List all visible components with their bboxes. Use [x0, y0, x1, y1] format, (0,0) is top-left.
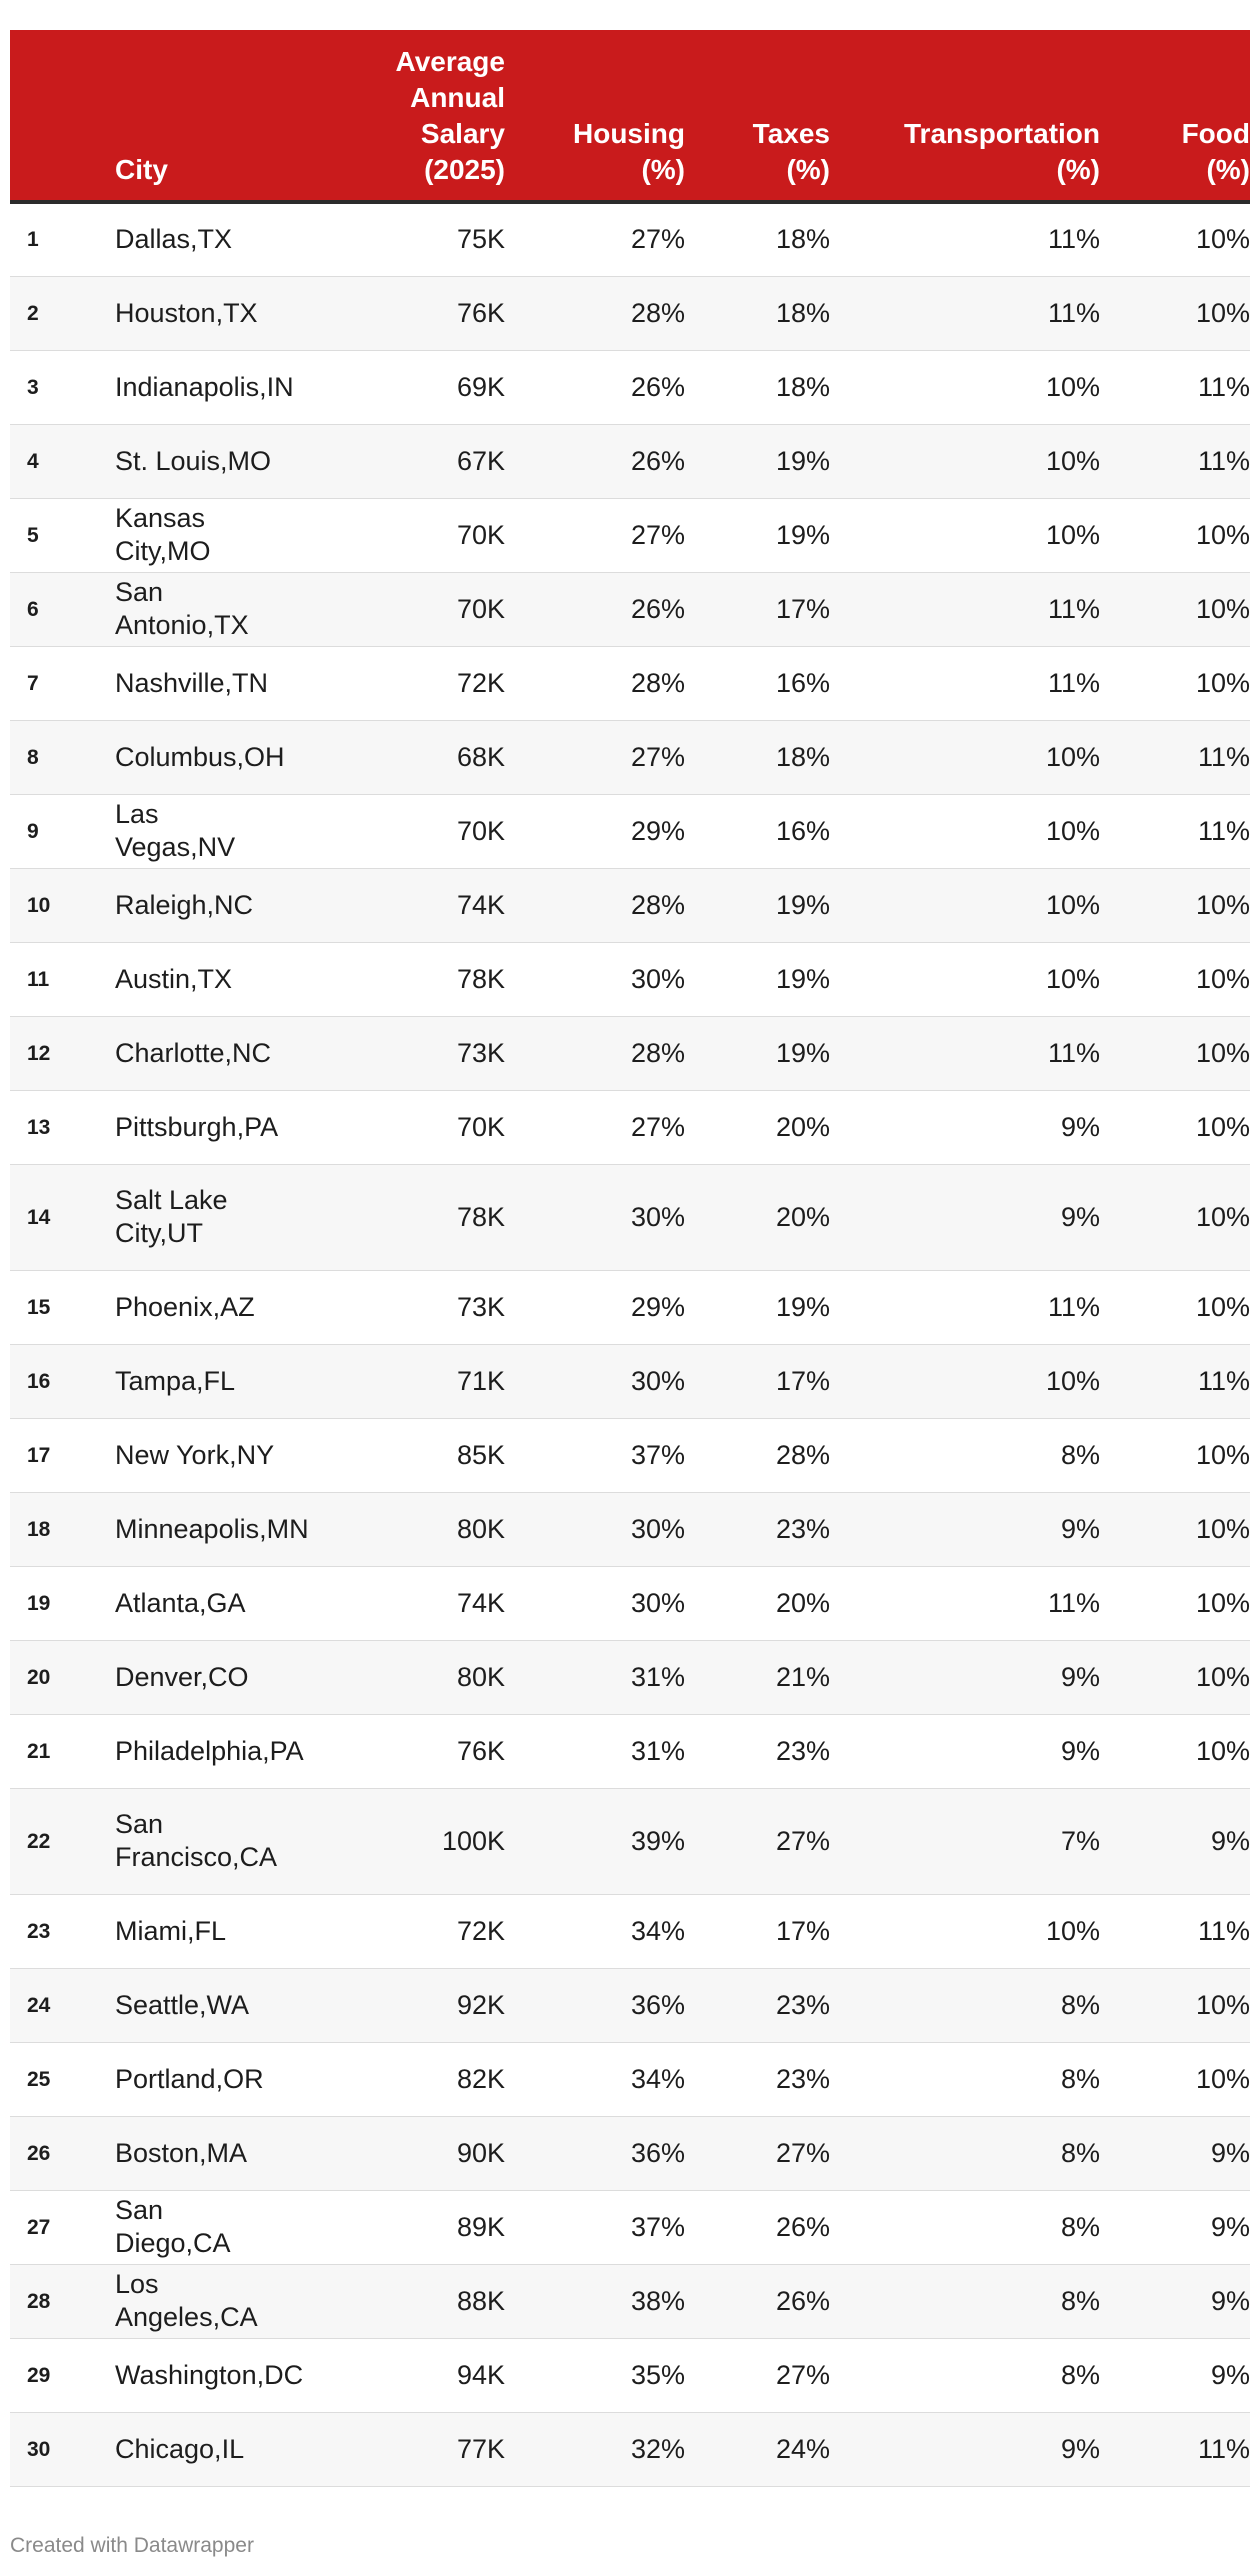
city-cell: Columbus,OH	[115, 720, 335, 794]
taxes-cell: 19%	[685, 1270, 830, 1344]
city-cell: Washington,DC	[115, 2338, 335, 2412]
table-row	[10, 868, 1250, 942]
transportation-cell: 11%	[830, 646, 1100, 720]
taxes-cell: 28%	[685, 1418, 830, 1492]
taxes-cell: 21%	[685, 1640, 830, 1714]
header-taxes[interactable]	[685, 30, 830, 202]
taxes-cell: 23%	[685, 1714, 830, 1788]
housing-cell: 37%	[505, 2190, 685, 2264]
taxes-cell: 27%	[685, 1788, 830, 1894]
city-cell: Charlotte,NC	[115, 1016, 335, 1090]
header-salary-line: Salary	[420, 118, 505, 149]
food-cell: 10%	[1100, 1270, 1250, 1344]
city-cell: Nashville,TN	[115, 646, 335, 720]
city-cell: Los Angeles,CA	[115, 2264, 335, 2338]
header-food[interactable]	[1100, 30, 1250, 202]
city-cell: San Francisco,CA	[115, 1788, 335, 1894]
transportation-cell: 11%	[830, 1016, 1100, 1090]
salary-cell: 70K	[335, 572, 505, 646]
food-cell: 10%	[1100, 1566, 1250, 1640]
city-cell: San Diego,CA	[115, 2190, 335, 2264]
salary-cell: 70K	[335, 794, 505, 868]
housing-cell: 37%	[505, 1418, 685, 1492]
header-taxes-line: (%)	[786, 154, 830, 185]
salary-cell: 72K	[335, 1894, 505, 1968]
food-cell: 9%	[1100, 2190, 1250, 2264]
taxes-cell: 26%	[685, 2264, 830, 2338]
transportation-cell: 10%	[830, 720, 1100, 794]
taxes-cell: 19%	[685, 1016, 830, 1090]
housing-cell: 27%	[505, 1090, 685, 1164]
food-cell: 10%	[1100, 1090, 1250, 1164]
salary-cell: 73K	[335, 1016, 505, 1090]
table-row	[10, 1894, 1250, 1968]
transportation-cell: 9%	[830, 1164, 1100, 1270]
table-row	[10, 1566, 1250, 1640]
salary-cell: 67K	[335, 424, 505, 498]
housing-cell: 31%	[505, 1714, 685, 1788]
transportation-cell: 9%	[830, 2412, 1100, 2486]
rank-cell: 15	[10, 1270, 115, 1344]
city-cell: Salt Lake City,UT	[115, 1164, 335, 1270]
city-cell: Kansas City,MO	[115, 498, 335, 572]
rank-cell: 22	[10, 1788, 115, 1894]
header-salary-line: (2025)	[424, 154, 505, 185]
food-cell: 11%	[1100, 1344, 1250, 1418]
housing-cell: 38%	[505, 2264, 685, 2338]
housing-cell: 28%	[505, 646, 685, 720]
food-cell: 9%	[1100, 2264, 1250, 2338]
housing-cell: 28%	[505, 868, 685, 942]
transportation-cell: 11%	[830, 1566, 1100, 1640]
city-cell: St. Louis,MO	[115, 424, 335, 498]
salary-cell: 89K	[335, 2190, 505, 2264]
table-row	[10, 2412, 1250, 2486]
salary-cell: 78K	[335, 942, 505, 1016]
city-cell: Chicago,IL	[115, 2412, 335, 2486]
header-housing-line: (%)	[641, 154, 685, 185]
food-cell: 11%	[1100, 2412, 1250, 2486]
food-cell: 10%	[1100, 2042, 1250, 2116]
city-cell: Minneapolis,MN	[115, 1492, 335, 1566]
table-row	[10, 350, 1250, 424]
housing-cell: 29%	[505, 1270, 685, 1344]
table-header-row	[10, 30, 1250, 202]
housing-cell: 39%	[505, 1788, 685, 1894]
header-salary-line: Annual	[410, 82, 505, 113]
rank-cell: 14	[10, 1164, 115, 1270]
taxes-cell: 19%	[685, 424, 830, 498]
transportation-cell: 11%	[830, 1270, 1100, 1344]
rank-cell: 24	[10, 1968, 115, 2042]
housing-cell: 31%	[505, 1640, 685, 1714]
taxes-cell: 23%	[685, 2042, 830, 2116]
city-cell: Phoenix,AZ	[115, 1270, 335, 1344]
table-row	[10, 2116, 1250, 2190]
taxes-cell: 19%	[685, 498, 830, 572]
header-housing[interactable]	[505, 30, 685, 202]
table-row	[10, 1270, 1250, 1344]
housing-cell: 26%	[505, 424, 685, 498]
taxes-cell: 19%	[685, 868, 830, 942]
city-cell: New York,NY	[115, 1418, 335, 1492]
taxes-cell: 17%	[685, 1344, 830, 1418]
food-cell: 10%	[1100, 1714, 1250, 1788]
transportation-cell: 8%	[830, 2338, 1100, 2412]
table-row	[10, 2042, 1250, 2116]
table-row	[10, 2190, 1250, 2264]
taxes-cell: 18%	[685, 720, 830, 794]
salary-cell: 88K	[335, 2264, 505, 2338]
table-row	[10, 572, 1250, 646]
salary-cell: 73K	[335, 1270, 505, 1344]
taxes-cell: 23%	[685, 1492, 830, 1566]
table-row	[10, 720, 1250, 794]
taxes-cell: 17%	[685, 1894, 830, 1968]
housing-cell: 36%	[505, 1968, 685, 2042]
food-cell: 10%	[1100, 1968, 1250, 2042]
housing-cell: 32%	[505, 2412, 685, 2486]
city-cell: Las Vegas,NV	[115, 794, 335, 868]
taxes-cell: 16%	[685, 646, 830, 720]
transportation-cell: 10%	[830, 424, 1100, 498]
city-cell: Indianapolis,IN	[115, 350, 335, 424]
salary-cell: 77K	[335, 2412, 505, 2486]
table-row	[10, 1016, 1250, 1090]
salary-cell: 90K	[335, 2116, 505, 2190]
food-cell: 9%	[1100, 2338, 1250, 2412]
salary-cell: 78K	[335, 1164, 505, 1270]
table-row	[10, 646, 1250, 720]
taxes-cell: 16%	[685, 794, 830, 868]
header-housing-line: Housing	[573, 118, 685, 149]
rank-cell: 21	[10, 1714, 115, 1788]
transportation-cell: 8%	[830, 2116, 1100, 2190]
food-cell: 10%	[1100, 1640, 1250, 1714]
housing-cell: 29%	[505, 794, 685, 868]
housing-cell: 28%	[505, 1016, 685, 1090]
transportation-cell: 8%	[830, 2264, 1100, 2338]
table-row	[10, 2338, 1250, 2412]
rank-cell: 29	[10, 2338, 115, 2412]
table-row	[10, 1344, 1250, 1418]
salary-cell: 69K	[335, 350, 505, 424]
transportation-cell: 8%	[830, 1968, 1100, 2042]
city-cell: Atlanta,GA	[115, 1566, 335, 1640]
rank-cell: 26	[10, 2116, 115, 2190]
cost-of-living-table	[10, 30, 1250, 2487]
taxes-cell: 20%	[685, 1566, 830, 1640]
rank-cell: 5	[10, 498, 115, 572]
rank-cell: 10	[10, 868, 115, 942]
salary-cell: 74K	[335, 868, 505, 942]
taxes-cell: 18%	[685, 276, 830, 350]
housing-cell: 34%	[505, 1894, 685, 1968]
food-cell: 10%	[1100, 276, 1250, 350]
salary-cell: 94K	[335, 2338, 505, 2412]
table-row	[10, 1714, 1250, 1788]
salary-cell: 80K	[335, 1492, 505, 1566]
rank-cell: 19	[10, 1566, 115, 1640]
rank-cell: 20	[10, 1640, 115, 1714]
salary-cell: 76K	[335, 276, 505, 350]
salary-cell: 70K	[335, 498, 505, 572]
rank-cell: 30	[10, 2412, 115, 2486]
food-cell: 9%	[1100, 2116, 1250, 2190]
city-cell: San Antonio,TX	[115, 572, 335, 646]
city-cell: Austin,TX	[115, 942, 335, 1016]
table-row	[10, 1090, 1250, 1164]
header-city[interactable]: City	[115, 30, 335, 202]
table-row	[10, 1492, 1250, 1566]
header-salary-line: Average	[395, 46, 505, 77]
rank-cell: 4	[10, 424, 115, 498]
food-cell: 11%	[1100, 720, 1250, 794]
taxes-cell: 20%	[685, 1090, 830, 1164]
rank-cell: 11	[10, 942, 115, 1016]
housing-cell: 30%	[505, 1344, 685, 1418]
transportation-cell: 10%	[830, 794, 1100, 868]
salary-cell: 72K	[335, 646, 505, 720]
food-cell: 9%	[1100, 1788, 1250, 1894]
city-cell: Raleigh,NC	[115, 868, 335, 942]
table-row	[10, 202, 1250, 276]
food-cell: 11%	[1100, 1894, 1250, 1968]
salary-cell: 100K	[335, 1788, 505, 1894]
table-row	[10, 424, 1250, 498]
transportation-cell: 10%	[830, 1894, 1100, 1968]
transportation-cell: 7%	[830, 1788, 1100, 1894]
housing-cell: 26%	[505, 572, 685, 646]
taxes-cell: 23%	[685, 1968, 830, 2042]
table-row	[10, 2264, 1250, 2338]
housing-cell: 27%	[505, 720, 685, 794]
table-row	[10, 1164, 1250, 1270]
housing-cell: 30%	[505, 1164, 685, 1270]
food-cell: 11%	[1100, 424, 1250, 498]
rank-cell: 28	[10, 2264, 115, 2338]
table-row	[10, 1418, 1250, 1492]
transportation-cell: 8%	[830, 1418, 1100, 1492]
salary-cell: 92K	[335, 1968, 505, 2042]
rank-cell: 27	[10, 2190, 115, 2264]
transportation-cell: 10%	[830, 942, 1100, 1016]
taxes-cell: 27%	[685, 2116, 830, 2190]
transportation-cell: 8%	[830, 2190, 1100, 2264]
rank-cell: 17	[10, 1418, 115, 1492]
taxes-cell: 26%	[685, 2190, 830, 2264]
housing-cell: 30%	[505, 1492, 685, 1566]
rank-cell: 9	[10, 794, 115, 868]
taxes-cell: 24%	[685, 2412, 830, 2486]
rank-cell: 3	[10, 350, 115, 424]
transportation-cell: 10%	[830, 1344, 1100, 1418]
salary-cell: 82K	[335, 2042, 505, 2116]
table-row	[10, 498, 1250, 572]
salary-cell: 71K	[335, 1344, 505, 1418]
housing-cell: 28%	[505, 276, 685, 350]
food-cell: 10%	[1100, 646, 1250, 720]
transportation-cell: 9%	[830, 1640, 1100, 1714]
housing-cell: 26%	[505, 350, 685, 424]
table-body	[10, 202, 1250, 2486]
header-salary[interactable]	[335, 30, 505, 202]
rank-cell: 23	[10, 1894, 115, 1968]
table-row	[10, 942, 1250, 1016]
city-cell: Houston,TX	[115, 276, 335, 350]
food-cell: 10%	[1100, 202, 1250, 276]
food-cell: 10%	[1100, 498, 1250, 572]
transportation-cell: 10%	[830, 498, 1100, 572]
taxes-cell: 18%	[685, 202, 830, 276]
food-cell: 10%	[1100, 1418, 1250, 1492]
food-cell: 10%	[1100, 1016, 1250, 1090]
rank-cell: 2	[10, 276, 115, 350]
salary-cell: 85K	[335, 1418, 505, 1492]
food-cell: 10%	[1100, 572, 1250, 646]
transportation-cell: 11%	[830, 276, 1100, 350]
header-rank	[10, 30, 115, 202]
salary-cell: 76K	[335, 1714, 505, 1788]
table-row	[10, 794, 1250, 868]
rank-cell: 18	[10, 1492, 115, 1566]
city-cell: Philadelphia,PA	[115, 1714, 335, 1788]
rank-cell: 16	[10, 1344, 115, 1418]
transportation-cell: 10%	[830, 350, 1100, 424]
housing-cell: 30%	[505, 1566, 685, 1640]
city-cell: Tampa,FL	[115, 1344, 335, 1418]
transportation-cell: 9%	[830, 1714, 1100, 1788]
food-cell: 10%	[1100, 1492, 1250, 1566]
header-transportation-line: Transportation	[903, 118, 1100, 149]
housing-cell: 30%	[505, 942, 685, 1016]
taxes-cell: 17%	[685, 572, 830, 646]
salary-cell: 74K	[335, 1566, 505, 1640]
food-cell: 10%	[1100, 868, 1250, 942]
housing-cell: 27%	[505, 498, 685, 572]
table-row	[10, 276, 1250, 350]
taxes-cell: 18%	[685, 350, 830, 424]
rank-cell: 8	[10, 720, 115, 794]
city-cell: Dallas,TX	[115, 202, 335, 276]
header-taxes-line: Taxes	[752, 118, 830, 149]
city-cell: Miami,FL	[115, 1894, 335, 1968]
rank-cell: 7	[10, 646, 115, 720]
salary-cell: 70K	[335, 1090, 505, 1164]
table-row	[10, 1788, 1250, 1894]
transportation-cell: 9%	[830, 1090, 1100, 1164]
transportation-cell: 11%	[830, 572, 1100, 646]
salary-cell: 68K	[335, 720, 505, 794]
city-cell: Denver,CO	[115, 1640, 335, 1714]
city-cell: Seattle,WA	[115, 1968, 335, 2042]
rank-cell: 12	[10, 1016, 115, 1090]
header-transportation[interactable]	[830, 30, 1100, 202]
housing-cell: 27%	[505, 202, 685, 276]
food-cell: 11%	[1100, 350, 1250, 424]
datawrapper-credit[interactable]: Created with Datawrapper	[10, 2534, 254, 2557]
taxes-cell: 20%	[685, 1164, 830, 1270]
salary-cell: 75K	[335, 202, 505, 276]
transportation-cell: 11%	[830, 202, 1100, 276]
salary-cell: 80K	[335, 1640, 505, 1714]
rank-cell: 25	[10, 2042, 115, 2116]
rank-cell: 13	[10, 1090, 115, 1164]
rank-cell: 6	[10, 572, 115, 646]
transportation-cell: 9%	[830, 1492, 1100, 1566]
data-table	[10, 30, 1250, 2487]
food-cell: 10%	[1100, 942, 1250, 1016]
table-row	[10, 1968, 1250, 2042]
housing-cell: 36%	[505, 2116, 685, 2190]
header-food-line: Food	[1181, 118, 1250, 149]
transportation-cell: 8%	[830, 2042, 1100, 2116]
food-cell: 10%	[1100, 1164, 1250, 1270]
city-cell: Boston,MA	[115, 2116, 335, 2190]
city-cell: Pittsburgh,PA	[115, 1090, 335, 1164]
header-food-line: (%)	[1206, 154, 1250, 185]
taxes-cell: 27%	[685, 2338, 830, 2412]
food-cell: 11%	[1100, 794, 1250, 868]
rank-cell: 1	[10, 202, 115, 276]
housing-cell: 35%	[505, 2338, 685, 2412]
table-row	[10, 1640, 1250, 1714]
housing-cell: 34%	[505, 2042, 685, 2116]
city-cell: Portland,OR	[115, 2042, 335, 2116]
taxes-cell: 19%	[685, 942, 830, 1016]
header-transportation-line: (%)	[1056, 154, 1100, 185]
transportation-cell: 10%	[830, 868, 1100, 942]
